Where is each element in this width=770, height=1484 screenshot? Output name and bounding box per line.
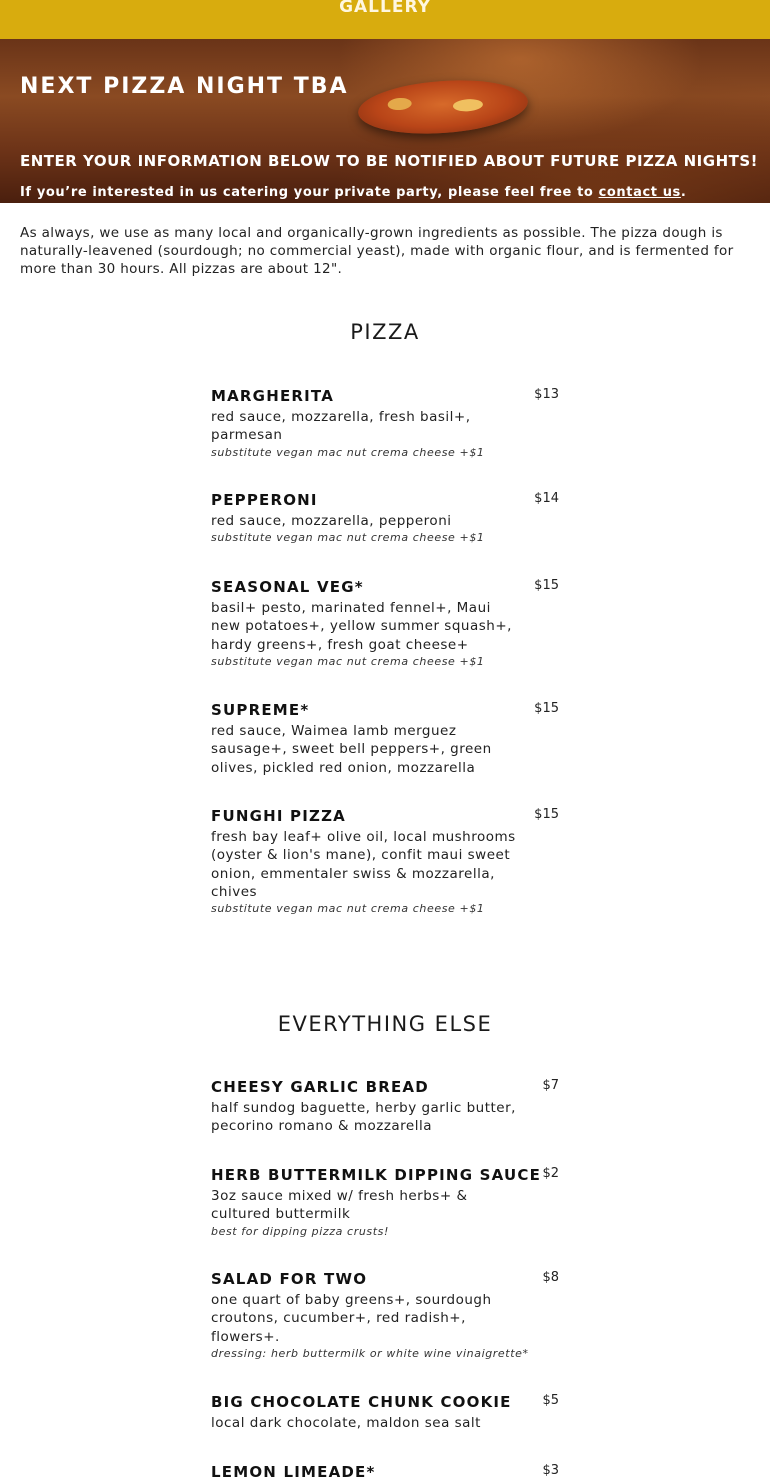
menu-item-cheesy-garlic-bread xyxy=(211,1077,561,1136)
nav-link-gallery[interactable]: GALLERY xyxy=(339,0,431,17)
item-price: $3 xyxy=(542,1463,559,1478)
menu-item-seasonal-veg xyxy=(211,577,561,669)
item-price: $15 xyxy=(534,807,559,822)
item-description: red sauce, mozzarella, fresh basil+, parmesan xyxy=(211,409,471,444)
item-name: BIG CHOCOLATE CHUNK COOKIE xyxy=(211,1393,512,1411)
item-name: SUPREME* xyxy=(211,701,310,719)
item-name: SEASONAL VEG* xyxy=(211,578,364,596)
item-name: CHEESY GARLIC BREAD xyxy=(211,1078,429,1096)
item-description: basil+ pesto, marinated fennel+, Maui new potatoes+, yellow summer squash+, hardy greens+, fresh goat cheese+ xyxy=(211,600,512,653)
item-description: red sauce, Waimea lamb merguez sausage+, sweet bell peppers+, green olives, pickled red onion, mozzarella xyxy=(211,723,492,776)
item-price: $5 xyxy=(542,1393,559,1408)
item-name: FUNGHI PIZZA xyxy=(211,807,346,825)
menu-item-margherita xyxy=(211,386,561,460)
item-description: one quart of baby greens+, sourdough croutons, cucumber+, red radish+, flowers+. xyxy=(211,1292,492,1345)
catering-prefix: If you’re interested in us catering your private party, please feel free to xyxy=(20,185,599,200)
item-note: substitute vegan mac nut crema cheese +$1 xyxy=(211,654,485,668)
item-description: local dark chocolate, maldon sea salt xyxy=(211,1415,481,1431)
item-price: $13 xyxy=(534,387,559,402)
item-description: 3oz sauce mixed w/ fresh herbs+ & cultured buttermilk xyxy=(211,1188,468,1223)
item-note: dressing: herb buttermilk or white wine vinaigrette* xyxy=(211,1346,529,1360)
item-description: fresh bay leaf+ olive oil, local mushrooms (oyster & lion's mane), confit maui sweet onion, emmentaler swiss & mozzarella, chives xyxy=(211,829,516,900)
item-note: substitute vegan mac nut crema cheese +$1 xyxy=(211,902,485,916)
catering-suffix: . xyxy=(680,185,687,200)
menu-item-supreme xyxy=(211,700,561,777)
everything-else-section-heading: EVERYTHING ELSE xyxy=(277,1012,493,1036)
catering-text xyxy=(20,185,686,200)
item-note: substitute vegan mac nut crema cheese +$1 xyxy=(211,445,485,459)
item-price: $2 xyxy=(542,1166,559,1181)
menu-item-herb-buttermilk-dipping-sauce xyxy=(211,1165,561,1239)
item-name: PEPPERONI xyxy=(211,491,318,509)
notify-heading: ENTER YOUR INFORMATION BELOW TO BE NOTIFIED ABOUT FUTURE PIZZA NIGHTS! xyxy=(20,152,758,170)
item-note: substitute vegan mac nut crema cheese +$1 xyxy=(211,531,485,545)
item-note: best for dipping pizza crusts! xyxy=(211,1224,389,1238)
contact-us-link[interactable]: contact us xyxy=(598,185,681,200)
intro-paragraph: As always, we use as many local and organically-grown ingredients as possible. The pizza dough is naturally-leavened (sourdough; no commercial yeast), made with organic flour, and is fermented for more than 30 hours. All pizzas are about 12". xyxy=(20,225,734,277)
menu-item-big-chocolate-chunk-cookie xyxy=(211,1392,561,1432)
hero-banner xyxy=(0,39,770,203)
pizza-section-heading: PIZZA xyxy=(350,320,420,344)
menu-item-salad-for-two xyxy=(211,1269,561,1361)
item-price: $15 xyxy=(534,701,559,716)
item-name: HERB BUTTERMILK DIPPING SAUCE xyxy=(211,1166,542,1184)
item-price: $8 xyxy=(542,1270,559,1285)
item-price: $14 xyxy=(534,491,559,506)
top-nav-bar xyxy=(0,0,770,39)
hero-pizza-image xyxy=(356,75,529,139)
item-description: half sundog baguette, herby garlic butter, pecorino romano & mozzarella xyxy=(211,1100,516,1135)
menu-item-lemon-limeade xyxy=(211,1462,561,1482)
hero-title: NEXT PIZZA NIGHT TBA xyxy=(20,74,349,99)
item-name: SALAD FOR TWO xyxy=(211,1270,368,1288)
item-price: $15 xyxy=(534,578,559,593)
item-name: MARGHERITA xyxy=(211,387,335,405)
item-price: $7 xyxy=(542,1078,559,1093)
menu-item-funghi-pizza xyxy=(211,806,561,916)
item-description: red sauce, mozzarella, pepperoni xyxy=(211,513,452,529)
item-name: LEMON LIMEADE* xyxy=(211,1463,376,1481)
menu-item-pepperoni xyxy=(211,490,561,545)
